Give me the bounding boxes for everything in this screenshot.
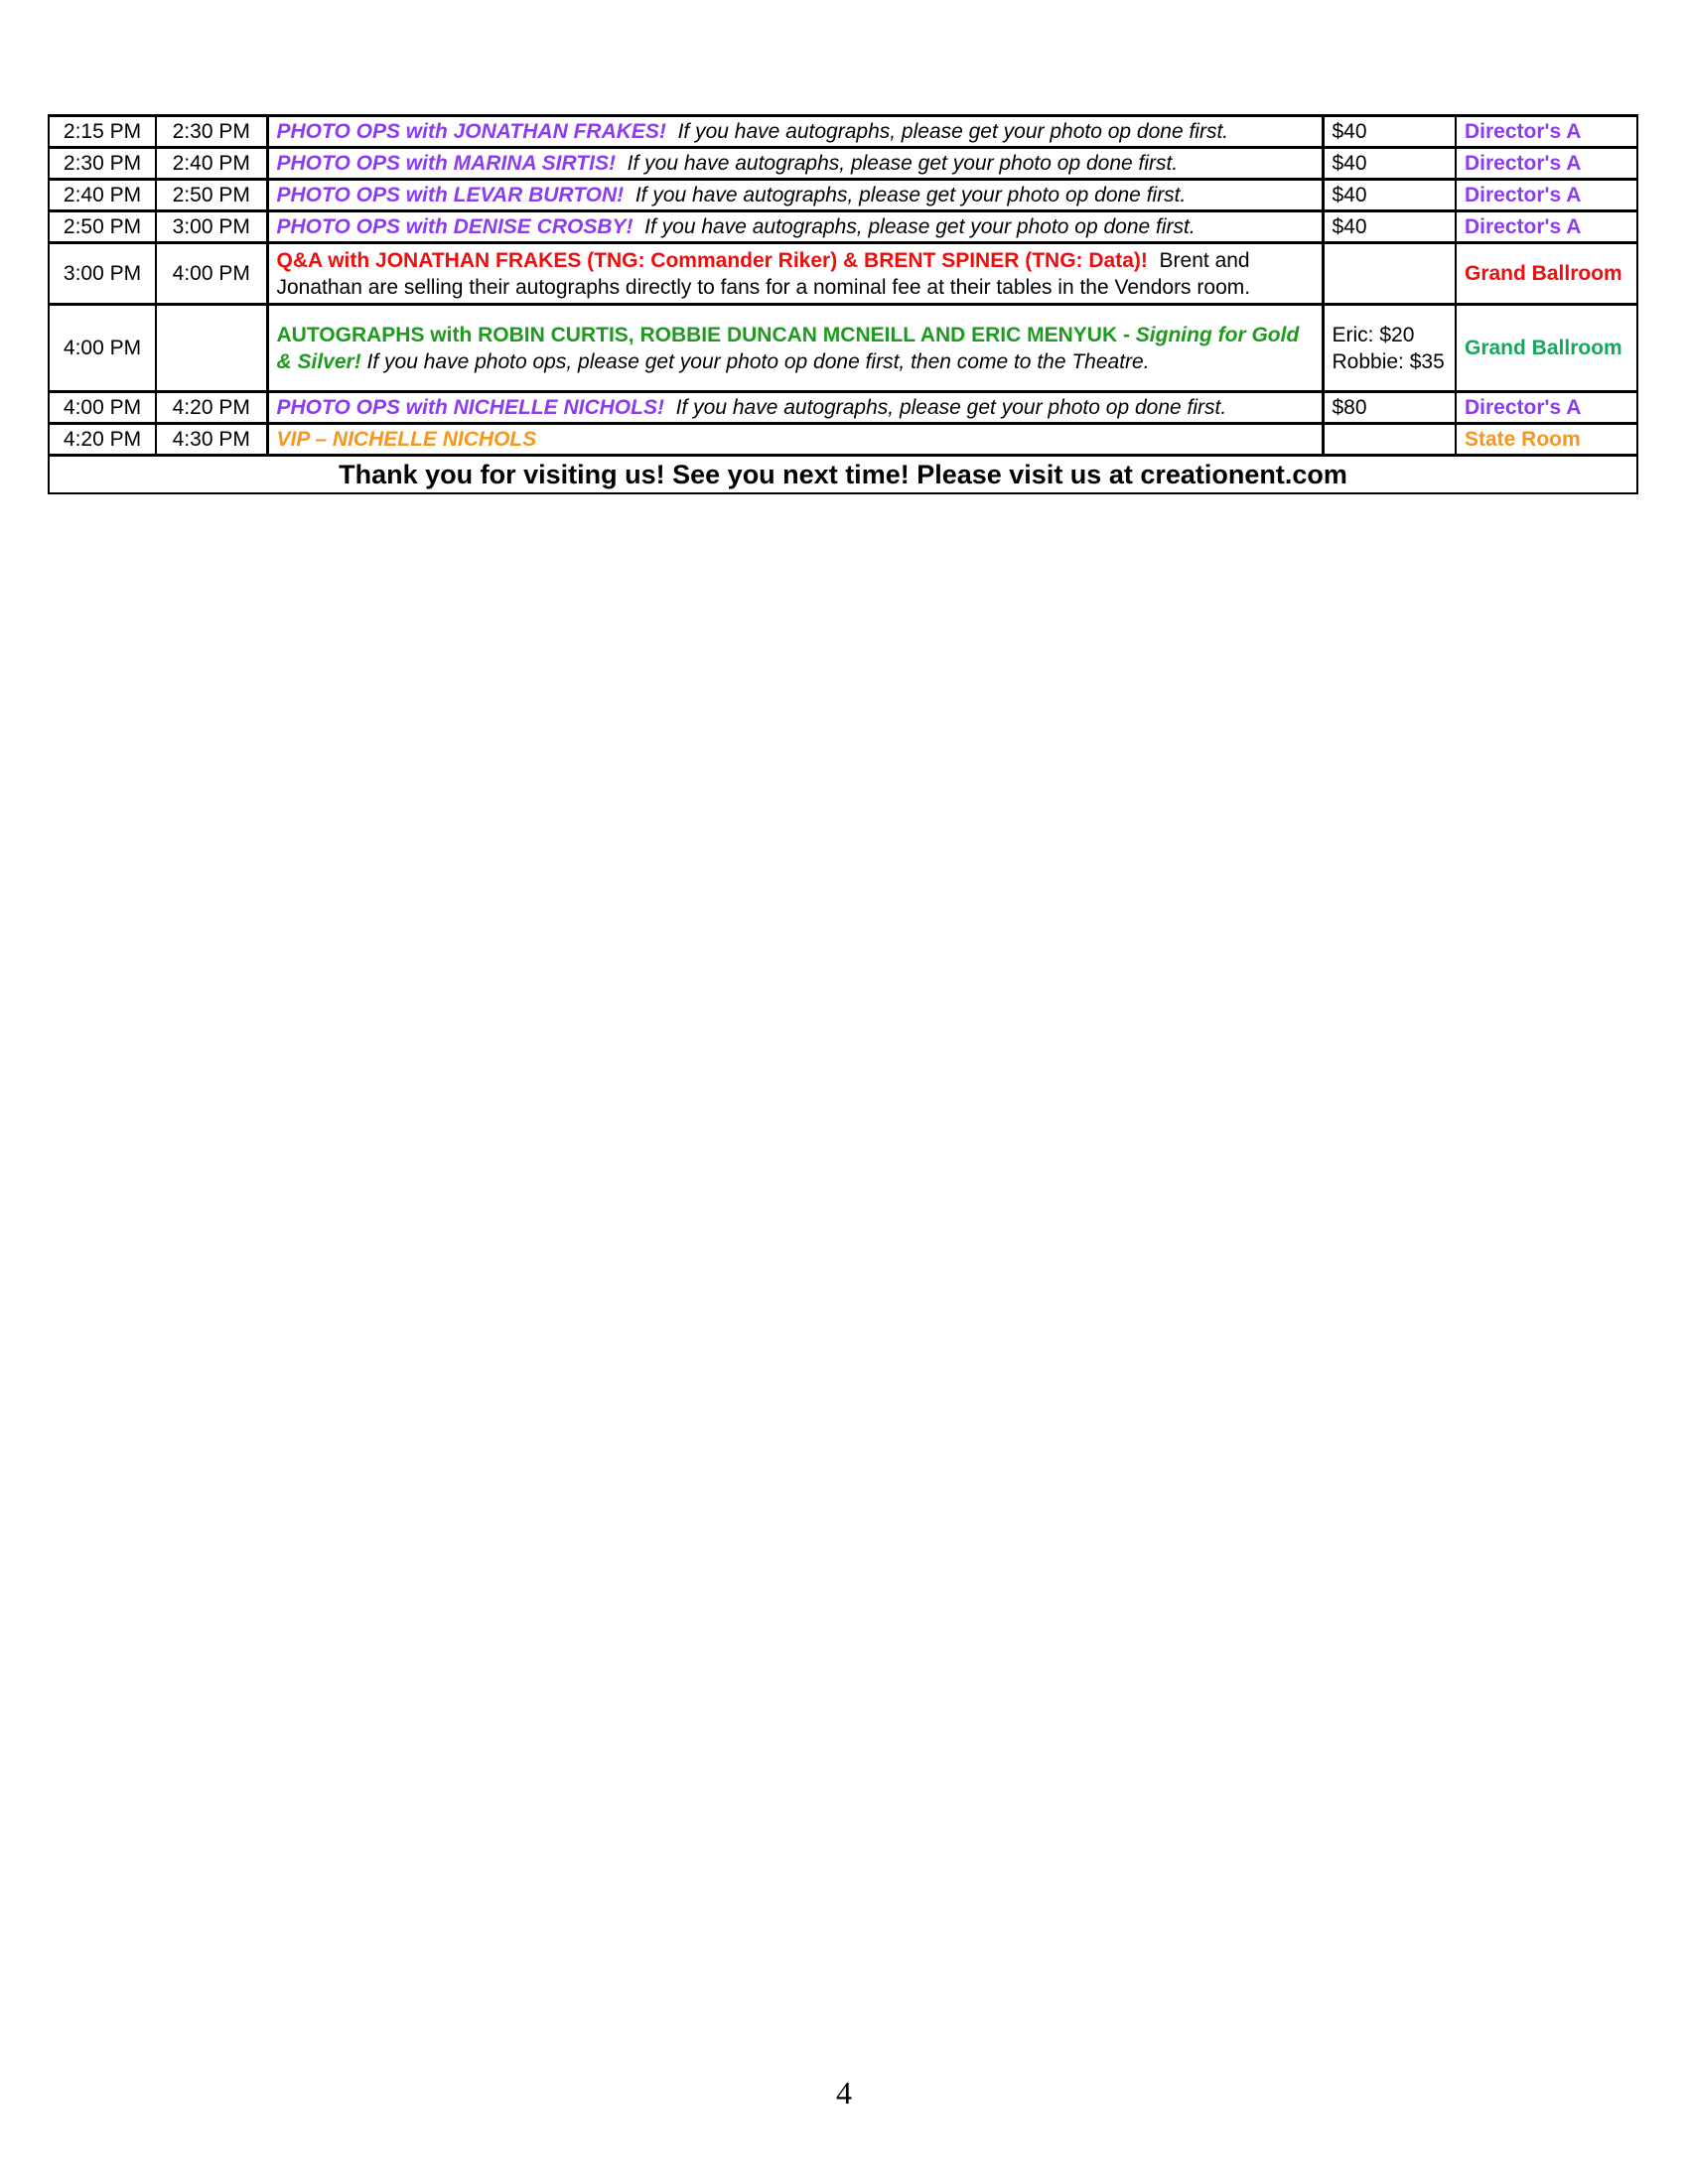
end-time: 2:50 PM (156, 180, 267, 211)
start-time: 2:15 PM (49, 116, 156, 148)
end-time (156, 305, 267, 392)
event-note: If you have autographs, please get your photo op done first. (677, 120, 1229, 143)
end-time: 3:00 PM (156, 211, 267, 243)
event-headline-italic: Signing for Gold & Silver! (276, 323, 1300, 373)
schedule-row (49, 392, 1637, 424)
start-time: 3:00 PM (49, 243, 156, 305)
event-headline: PHOTO OPS with JONATHAN FRAKES! (276, 120, 666, 143)
price: $80 (1323, 392, 1456, 424)
room: Grand Ballroom (1456, 305, 1637, 392)
end-time: 2:30 PM (156, 116, 267, 148)
end-time: 4:20 PM (156, 392, 267, 424)
event-note: If you have autographs, please get your photo op done first. (675, 396, 1227, 419)
price (1323, 424, 1456, 456)
page-number: 4 (836, 2075, 852, 2111)
event-description (267, 243, 1323, 305)
schedule-table (48, 114, 1638, 494)
start-time: 4:20 PM (49, 424, 156, 456)
event-description (267, 211, 1323, 243)
room: State Room (1456, 424, 1637, 456)
event-headline: VIP – NICHELLE NICHOLS (276, 428, 537, 451)
end-time: 4:30 PM (156, 424, 267, 456)
event-note: Brent and Jonathan are selling their autographs directly to fans for a nominal fee at their tables in the Vendors room. (276, 248, 1251, 299)
event-description (267, 424, 1323, 456)
event-description (267, 148, 1323, 180)
event-headline: PHOTO OPS with MARINA SIRTIS! (276, 152, 616, 175)
schedule-row (49, 305, 1637, 392)
price: $40 (1323, 211, 1456, 243)
footer-row (49, 456, 1637, 494)
schedule-row (49, 243, 1637, 305)
schedule-row (49, 180, 1637, 211)
start-time: 4:00 PM (49, 305, 156, 392)
price: $40 (1323, 148, 1456, 180)
end-time: 4:00 PM (156, 243, 267, 305)
event-description (267, 305, 1323, 392)
schedule-row (49, 148, 1637, 180)
event-headline: AUTOGRAPHS with ROBIN CURTIS, ROBBIE DUNCAN MCNEILL AND ERIC MENYUK - (276, 323, 1130, 346)
event-description (267, 392, 1323, 424)
event-note: If you have autographs, please get your photo op done first. (627, 152, 1179, 175)
schedule-row (49, 211, 1637, 243)
footer-message: Thank you for visiting us! See you next time! Please visit us at creationent.com (49, 456, 1637, 494)
event-description (267, 116, 1323, 148)
end-time: 2:40 PM (156, 148, 267, 180)
price: $40 (1323, 116, 1456, 148)
event-headline: Q&A with JONATHAN FRAKES (TNG: Commander Riker) & BRENT SPINER (TNG: Data)! (276, 248, 1148, 272)
room: Director's A (1456, 211, 1637, 243)
room: Director's A (1456, 116, 1637, 148)
start-time: 2:30 PM (49, 148, 156, 180)
room: Director's A (1456, 392, 1637, 424)
start-time: 2:40 PM (49, 180, 156, 211)
price: Eric: $20 Robbie: $35 (1323, 305, 1456, 392)
price (1323, 243, 1456, 305)
start-time: 2:50 PM (49, 211, 156, 243)
event-description (267, 180, 1323, 211)
room: Grand Ballroom (1456, 243, 1637, 305)
schedule-row (49, 116, 1637, 148)
event-note: If you have photo ops, please get your photo op done first, then come to the Theatre. (366, 349, 1150, 373)
event-note: If you have autographs, please get your photo op done first. (644, 215, 1196, 238)
room: Director's A (1456, 148, 1637, 180)
event-headline: PHOTO OPS with DENISE CROSBY! (276, 215, 633, 238)
event-headline: PHOTO OPS with NICHELLE NICHOLS! (276, 396, 664, 419)
room: Director's A (1456, 180, 1637, 211)
event-headline: PHOTO OPS with LEVAR BURTON! (276, 184, 625, 206)
schedule-row (49, 424, 1637, 456)
event-note: If you have autographs, please get your photo op done first. (634, 184, 1187, 206)
start-time: 4:00 PM (49, 392, 156, 424)
price: $40 (1323, 180, 1456, 211)
